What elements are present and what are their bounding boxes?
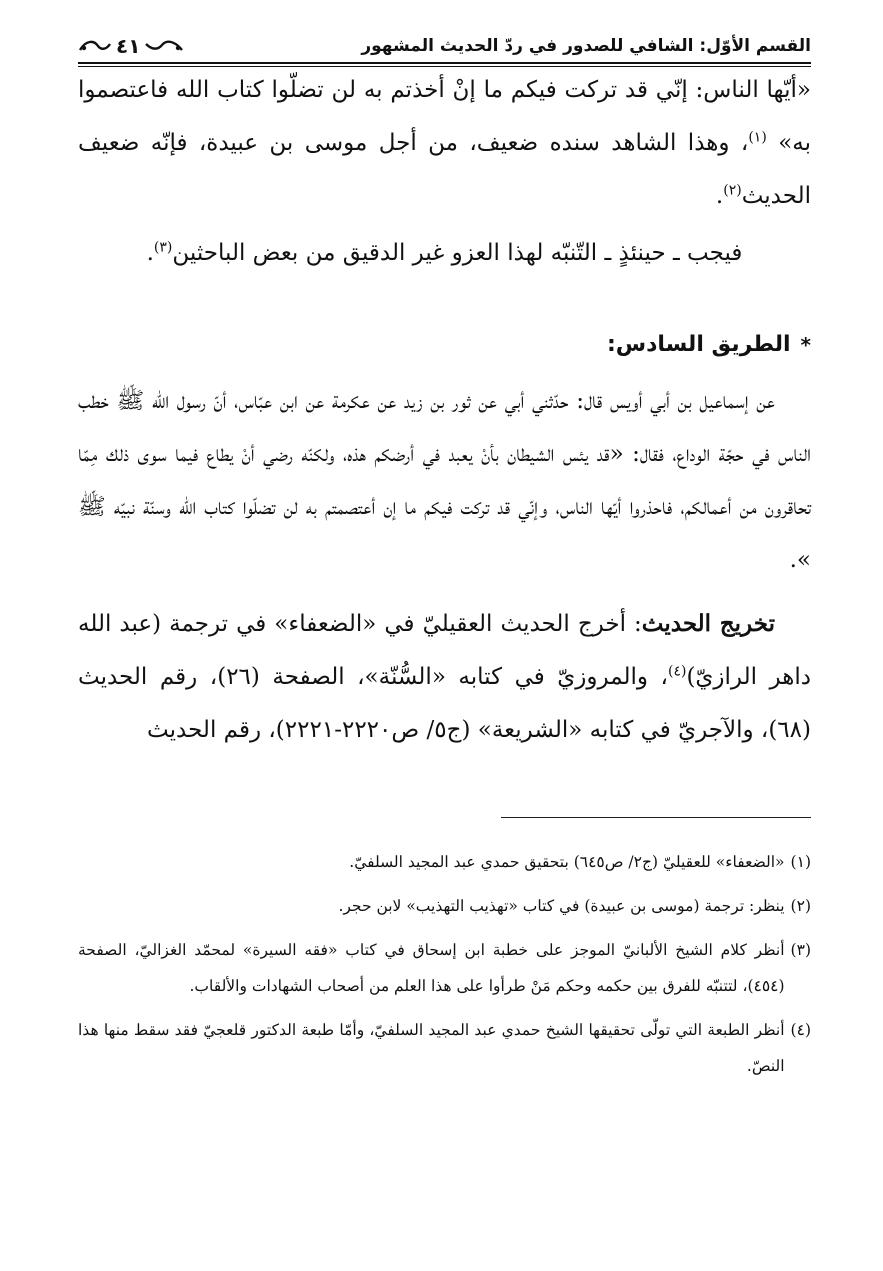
continued-paragraph xyxy=(78,64,811,223)
takhrij-paragraph xyxy=(78,597,811,757)
footnote-number: (٢) xyxy=(790,897,811,915)
running-header xyxy=(78,28,811,64)
hadith-paragraph: عن إسماعيل بن أبي أويس قال: حدّثني أبي عن ثور بن زيد عن عكرمة عن ابن عبّاس، أنّ رسول الله ﷺ خطب الناس في حجّة الوداع، فقال: «قد يئس الشيطان بأنْ يعبد في أرضكم هذه، ولكنّه رضي أنْ يطاع فيما سوى ذلك مِمّا تحاقرون من أعمالكم، فاحذروا أيّها الناس، وإنّي قد تركت فيكم ما إن أعتصمتم به لن تضلّوا كتاب الله وسنّة نبيّه ﷺ ». xyxy=(78,388,811,573)
footnote-ref[interactable]: (١) xyxy=(748,129,767,146)
page-number-ornament xyxy=(78,34,184,58)
footnote-ref[interactable]: (٤) xyxy=(667,663,687,680)
footnote-text: أنظر الطبعة التي تولّى تحقيقها الشيخ حمدي عبد المجيد السلفيّ، وأمّا طبعة الدكتور قلعجيّ فقد سقط منها هذا النصّ. xyxy=(78,1021,785,1075)
page-number: ٤١ xyxy=(116,34,141,58)
note-text: فيجب ـ حينئذٍ ـ التّنبّه لهذا العزو غير الدقيق من بعض الباحثين xyxy=(172,240,743,266)
footnotes xyxy=(78,848,811,1084)
footnote-item xyxy=(78,892,811,924)
footnote-item xyxy=(78,848,811,880)
note-end: . xyxy=(146,240,154,266)
footnote-number: (٣) xyxy=(790,941,811,959)
book-page xyxy=(78,28,811,1248)
paragraph-text: ، وهذا الشاهد سنده ضعيف، من أجل موسى بن عبيدة، فإنّه ضعيف الحديث xyxy=(78,130,811,209)
paragraph-text: : أخرج الحديث العقيليّ في «الضعفاء» في ترجمة (عبد الله داهر الرازيّ) xyxy=(78,611,812,690)
footnote-number: (٤) xyxy=(790,1021,811,1039)
footnote-item xyxy=(78,936,811,1004)
header-rule xyxy=(78,62,811,64)
footnote-text: «الضعفاء» للعقيليّ (ج٢/ ص٦٤٥) بتحقيق حمدي عبد المجيد السلفيّ. xyxy=(349,853,785,871)
section-heading xyxy=(78,332,811,357)
section-title: الطريق السادس: xyxy=(606,332,791,357)
footnote-ref[interactable]: (٣) xyxy=(153,239,173,256)
footnote-ref[interactable]: (٢) xyxy=(723,182,742,199)
footnote-text: أنظر كلام الشيخ الألبانيّ الموجز على خطبة ابن إسحاق في كتاب «فقه السيرة» لمحمّد الغزاليّ، الصفحة (٤٥٤)، لتتنبّه للفرق بين حكمه وحكم مَنْ طرأوا على هذا العلم من أصحاب الشهادات والألقاب. xyxy=(78,941,785,995)
star-bullet-icon: * xyxy=(800,332,811,357)
footnote-item xyxy=(78,1016,811,1084)
note-line xyxy=(78,227,811,280)
paragraph-text: ، والمروزيّ في كتابه «السُّنّة»، الصفحة (٢٦)، رقم الحديث (٦٨)، والآجريّ في كتابه «الشريعة» (ج٥/ ص٢٢٢٠-٢٢٢١)، رقم الحديث xyxy=(78,664,811,743)
left-flourish-icon xyxy=(78,38,112,54)
footnote-separator xyxy=(501,817,811,818)
right-flourish-icon xyxy=(144,38,184,54)
takhrij-lead: تخريج الحديث xyxy=(641,610,775,637)
header-title: القسم الأوّل: الشافي للصدور في ردّ الحديث المشهور xyxy=(361,36,811,56)
footnote-text: ينظر: ترجمة (موسى بن عبيدة) في كتاب «تهذيب التهذيب» لابن حجر. xyxy=(338,897,785,915)
footnote-number: (١) xyxy=(790,853,811,871)
paragraph-text: «أيّها الناس: إنّي قد تركت فيكم ما إنْ أخذتم به لن تضلّوا كتاب الله فاعتصموا به» xyxy=(78,77,811,156)
paragraph-text: . xyxy=(715,183,724,209)
